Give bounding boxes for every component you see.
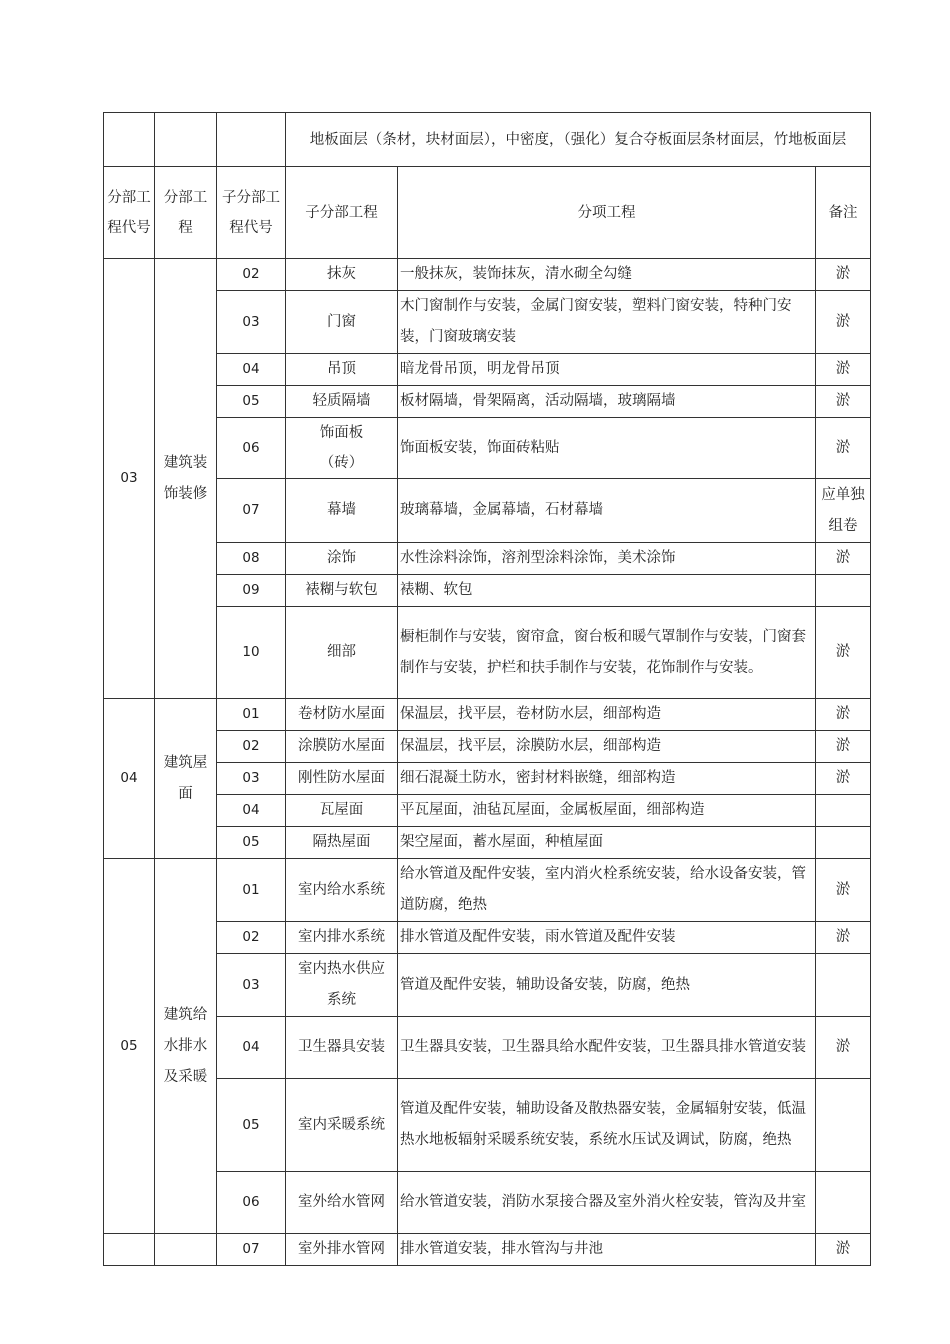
header-part-code: 分部工程代号: [104, 167, 155, 259]
row-sub: 涂膜防水屋面: [286, 731, 398, 763]
empty-cell: [104, 1234, 155, 1266]
row-item: 水性涂料涂饰，溶剂型涂料涂饰，美术涂饰: [398, 543, 816, 575]
empty-cell: [155, 113, 217, 167]
row-sub: 室内排水系统: [286, 922, 398, 954]
row-note: 淤: [816, 354, 871, 386]
row-code: 02: [217, 259, 286, 291]
row-note: 淤: [816, 922, 871, 954]
row-item: 保温层，找平层，卷材防水层，细部构造: [398, 699, 816, 731]
row-note: [816, 1172, 871, 1234]
row-sub: 饰面板（砖）: [286, 418, 398, 479]
row-note: 淤: [816, 607, 871, 699]
section-name: 建筑屋面: [155, 699, 217, 859]
section-name: 建筑装饰装修: [155, 259, 217, 699]
row-code: 04: [217, 795, 286, 827]
row-note: [816, 954, 871, 1017]
row-code: 05: [217, 386, 286, 418]
row-item: 架空屋面，蓄水屋面，种植屋面: [398, 827, 816, 859]
header-sub-code: 子分部工程代号: [217, 167, 286, 259]
row-note: 应单独组卷: [816, 479, 871, 543]
row-item: 管道及配件安装，辅助设备及散热器安装，金属辐射安装，低温热水地板辐射采暖系统安装，系统水压试及调试，防腐，绝热: [398, 1079, 816, 1172]
row-item: 卫生器具安装，卫生器具给水配件安装，卫生器具排水管道安装: [398, 1017, 816, 1079]
row-code: 07: [217, 479, 286, 543]
top-row-text: 地板面层（条材，块材面层），中密度，（强化）复合夺板面层条材面层，竹地板面层: [286, 113, 871, 167]
row-code: 03: [217, 763, 286, 795]
row-sub: 瓦屋面: [286, 795, 398, 827]
row-item: 给水管道及配件安装，室内消火栓系统安装，给水设备安装，管道防腐，绝热: [398, 859, 816, 922]
row-note: 淤: [816, 859, 871, 922]
row-code: 08: [217, 543, 286, 575]
row-note: 淤: [816, 291, 871, 354]
row-sub: 室外给水管网: [286, 1172, 398, 1234]
row-code: 01: [217, 699, 286, 731]
row-code: 07: [217, 1234, 286, 1266]
row-note: 淤: [816, 763, 871, 795]
empty-cell: [217, 113, 286, 167]
main-table: [103, 112, 871, 1234]
row-item: 排水管道安装，排水管沟与井池: [398, 1234, 816, 1266]
row-note: 淤: [816, 1017, 871, 1079]
row-sub: 细部: [286, 607, 398, 699]
row-code: 04: [217, 354, 286, 386]
row-item: 保温层，找平层，涂膜防水层，细部构造: [398, 731, 816, 763]
row-item: 管道及配件安装，辅助设备安装，防腐，绝热: [398, 954, 816, 1017]
header-part-name: 分部工程: [155, 167, 217, 259]
row-item: 板材隔墙，骨架隔离，活动隔墙，玻璃隔墙: [398, 386, 816, 418]
row-code: 05: [217, 1079, 286, 1172]
section-code: 03: [104, 259, 155, 699]
row-item: 排水管道及配件安装，雨水管道及配件安装: [398, 922, 816, 954]
row-code: 09: [217, 575, 286, 607]
row-item: 裱糊、软包: [398, 575, 816, 607]
row-sub: 幕墙: [286, 479, 398, 543]
row-sub: 门窗: [286, 291, 398, 354]
row-code: 03: [217, 291, 286, 354]
row-note: [816, 1079, 871, 1172]
row-item: 玻璃幕墙，金属幕墙，石材幕墙: [398, 479, 816, 543]
row-sub: 刚性防水屋面: [286, 763, 398, 795]
section-code: 04: [104, 699, 155, 859]
row-sub: 涂饰: [286, 543, 398, 575]
row-sub: 隔热屋面: [286, 827, 398, 859]
continuation-table: [103, 1233, 871, 1266]
row-item: 平瓦屋面，油毡瓦屋面，金属板屋面，细部构造: [398, 795, 816, 827]
row-code: 04: [217, 1017, 286, 1079]
row-code: 06: [217, 1172, 286, 1234]
header-note: 备注: [816, 167, 871, 259]
row-note: [816, 575, 871, 607]
row-sub: 室内采暖系统: [286, 1079, 398, 1172]
row-sub: 裱糊与软包: [286, 575, 398, 607]
row-sub: 抹灰: [286, 259, 398, 291]
row-note: [816, 795, 871, 827]
row-note: [816, 827, 871, 859]
row-item: 暗龙骨吊顶，明龙骨吊顶: [398, 354, 816, 386]
row-item: 给水管道安装，消防水泵接合器及室外消火栓安装，管沟及井室: [398, 1172, 816, 1234]
row-note: 淤: [816, 386, 871, 418]
row-item: 细石混凝土防水，密封材料嵌缝，细部构造: [398, 763, 816, 795]
row-note: 淤: [816, 418, 871, 479]
row-sub: 卷材防水屋面: [286, 699, 398, 731]
row-code: 05: [217, 827, 286, 859]
row-sub: 吊顶: [286, 354, 398, 386]
row-code: 10: [217, 607, 286, 699]
row-code: 06: [217, 418, 286, 479]
row-sub: 室内给水系统: [286, 859, 398, 922]
row-note: 淤: [816, 543, 871, 575]
section-code: 05: [104, 859, 155, 1234]
empty-cell: [104, 113, 155, 167]
row-sub: 室外排水管网: [286, 1234, 398, 1266]
row-note: 淤: [816, 1234, 871, 1266]
row-code: 02: [217, 922, 286, 954]
row-sub: 轻质隔墙: [286, 386, 398, 418]
row-note: 淤: [816, 731, 871, 763]
row-item: 饰面板安装，饰面砖粘贴: [398, 418, 816, 479]
header-item: 分项工程: [398, 167, 816, 259]
row-item: 橱柜制作与安装，窗帘盒，窗台板和暖气罩制作与安装，门窗套制作与安装，护栏和扶手制作与安装，花饰制作与安装。: [398, 607, 816, 699]
empty-cell: [155, 1234, 217, 1266]
row-note: 淤: [816, 699, 871, 731]
row-note: 淤: [816, 259, 871, 291]
row-sub: 室内热水供应系统: [286, 954, 398, 1017]
row-sub: 卫生器具安装: [286, 1017, 398, 1079]
row-item: 木门窗制作与安装，金属门窗安装，塑料门窗安装，特种门安装，门窗玻璃安装: [398, 291, 816, 354]
section-name: 建筑给水排水及采暖: [155, 859, 217, 1234]
row-code: 02: [217, 731, 286, 763]
header-sub-name: 子分部工程: [286, 167, 398, 259]
row-item: 一般抹灰，装饰抹灰，清水砌全勾缝: [398, 259, 816, 291]
row-code: 01: [217, 859, 286, 922]
row-code: 03: [217, 954, 286, 1017]
